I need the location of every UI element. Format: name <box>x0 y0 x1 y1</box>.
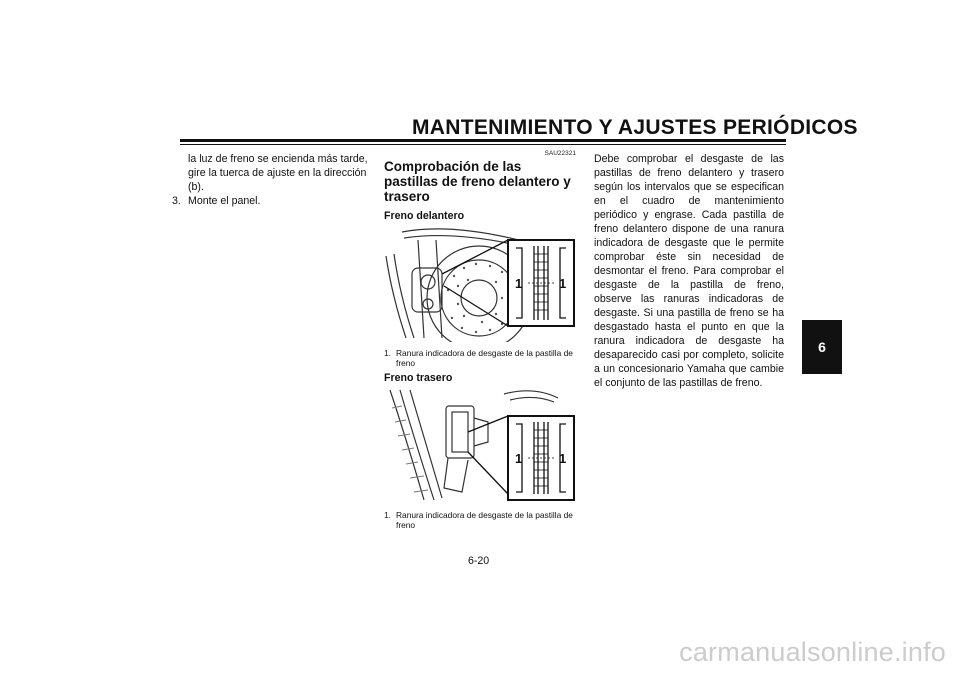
left-continuation-text: la luz de freno se encienda más tarde, gire la tuerca de ajuste en la dirección (b). <box>188 153 368 193</box>
front-brake-illustration <box>384 226 576 342</box>
rear-callout-left: 1 <box>515 451 523 466</box>
rear-figure-caption <box>384 510 576 530</box>
chapter-tab: 6 <box>802 320 842 374</box>
rear-brake-subtitle: Freno trasero <box>384 372 453 384</box>
section-code: SAU22321 <box>544 150 576 157</box>
page-number: 6-20 <box>468 555 490 567</box>
step-text: Monte el panel. <box>188 195 261 207</box>
left-column <box>172 152 372 208</box>
step-item <box>172 194 372 208</box>
watermark[interactable]: carmanualsonline.info <box>679 637 946 667</box>
front-callout-left: 1 <box>515 276 523 291</box>
rear-callout-right: 1 <box>559 451 567 466</box>
section-title: Comprobación de las pastillas de freno delantero y trasero <box>384 159 571 204</box>
front-brake-subtitle: Freno delantero <box>384 210 465 222</box>
page-header-title: MANTENIMIENTO Y AJUSTES PERIÓDICOS <box>412 116 858 139</box>
front-figure-caption <box>384 348 576 368</box>
rear-caption-text: Ranura indicadora de desgaste de la pastilla de freno <box>396 510 573 530</box>
header-rule-thick <box>180 139 786 142</box>
header-rule-thin <box>180 144 786 145</box>
rear-brake-illustration <box>384 388 576 504</box>
front-callout-right: 1 <box>559 276 567 291</box>
front-caption-number: 1. <box>384 348 391 358</box>
middle-column <box>384 150 576 534</box>
rear-caption-number: 1. <box>384 510 391 520</box>
front-caption-text: Ranura indicadora de desgaste de la pastilla de freno <box>396 348 573 368</box>
step-number: 3. <box>172 195 181 207</box>
right-column-paragraph: Debe comprobar el desgaste de las pastillas de freno delantero y trasero según los intervalos que se especifican en el cuadro de mantenimiento periódico y engrase. Cada pastilla de freno delantero dispone de una ranura indicadora de desgaste que le permite comprobar éste sin necesidad de desmontar el freno. Para comprobar el desgaste de la pastilla de freno, observe las ranuras indicadoras de desgaste. Si una pastilla de freno se ha desgastado hasta el punto en que la ranura indicadora de desgaste ha desaparecido casi por completo, solicite a un concesionario Yamaha que cambie el conjunto de las pastillas de freno. <box>594 153 784 389</box>
